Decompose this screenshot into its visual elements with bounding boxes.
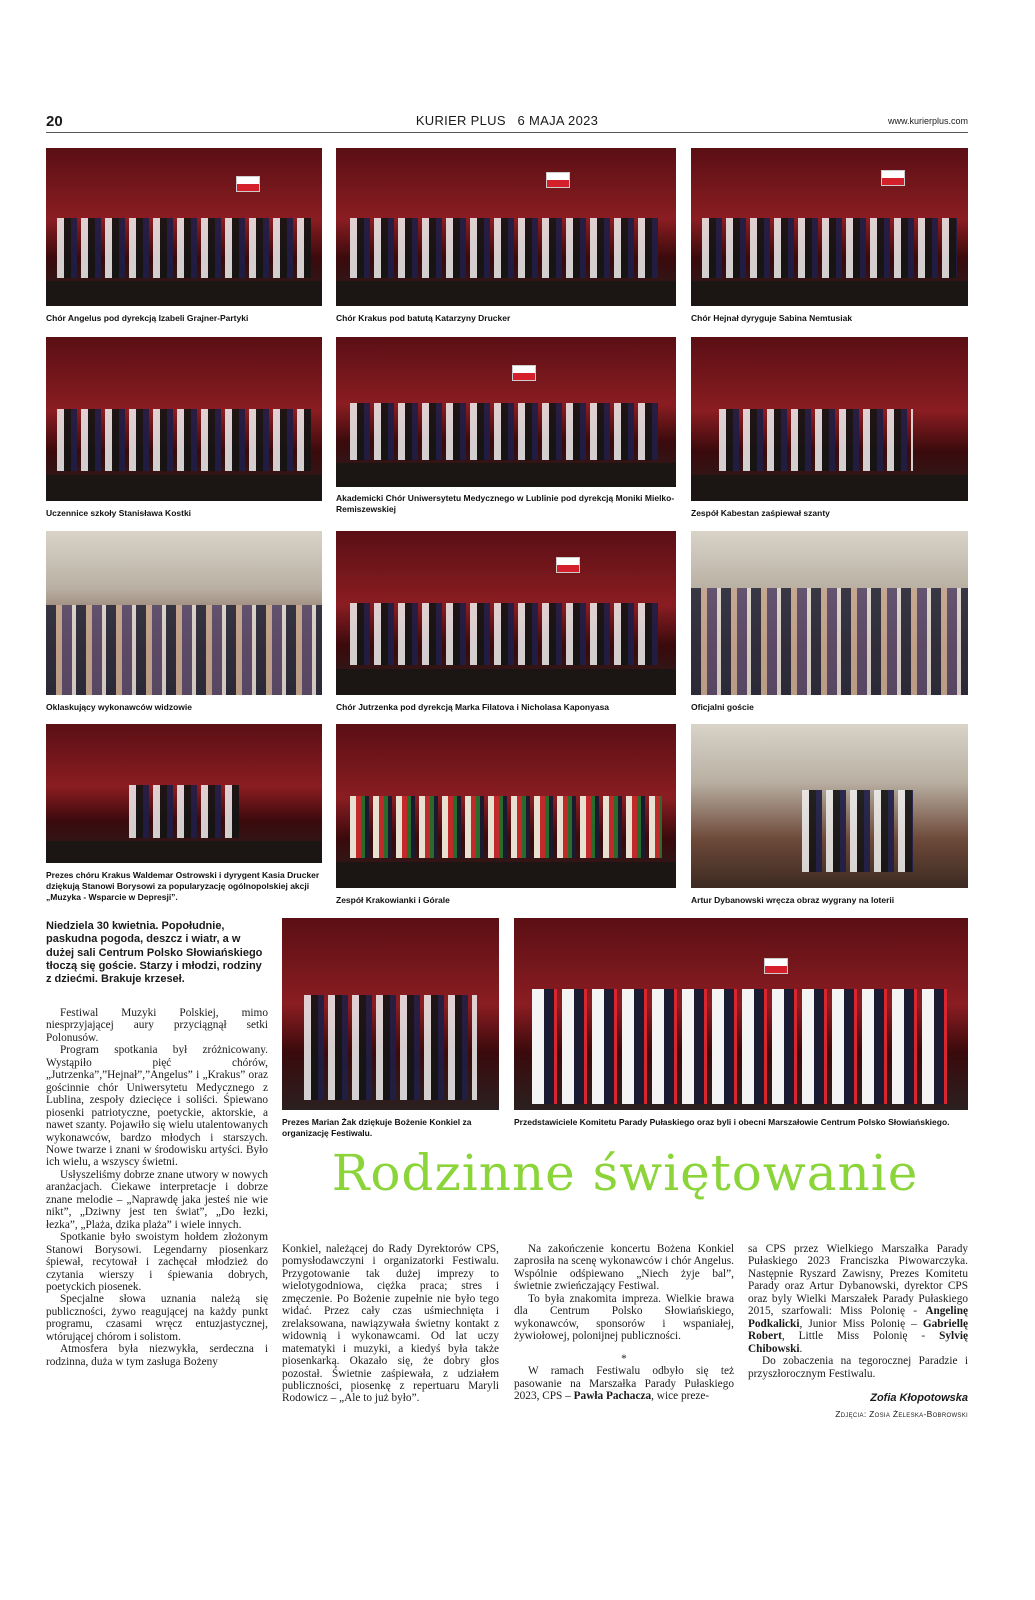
name-bold: Sylvię Chibowski [748,1330,968,1355]
text-run: . [799,1342,803,1355]
article-title: Rodzinne świętowanie [331,1144,919,1202]
text-run: , Junior Miss Polonię – [799,1317,923,1330]
caption-photo-8: Chór Jutrzenka pod dyrekcją Marka Filatova i Nicholasa Kaponyasa [336,702,610,712]
caption-photo-2: Chór Krakus pod batutą Katarzyny Drucker [336,313,511,323]
photo-krakowianki-gorale [336,724,676,888]
paragraph: Atmosfera była niezwykła, serdeczna i rodzinna, duża w tym zasługa Bożeny [46,1343,268,1368]
article-column-4 [748,1243,968,1380]
caption-photo-14: Przedstawiciele Komitetu Parady Pułaskiego oraz byli i obecni Marszałowie Centrum Polsko Słowiańskiego. [514,1117,950,1127]
caption-photo-3: Chór Hejnał dyryguje Sabina Nemtusiak [691,313,853,323]
caption-photo-1: Chór Angelus pod dyrekcją Izabeli Grajner-Partyki [46,313,249,323]
section-divider: * [621,1352,627,1365]
photo-choir-krakus [336,148,676,306]
photo-lublin-choir [336,337,676,487]
name-bold: Gabriellę Robert [748,1317,968,1343]
text-run: W ramach Festiwalu odbyło się też pasowanie na Marszałka Parady Pułaskiego 2023, CPS – [514,1365,734,1402]
article-lead: Niedziela 30 kwietnia. Popołudnie, paskudna pogoda, deszcz i wiatr, a w dużej sali Centrum Polsko Słowiańskiego tłoczą się goście. Starzy i młodzi, rodziny z dziećmi. Brakuje krzeseł. [46,920,263,986]
author-signature: Zofia Kłopotowska [870,1392,968,1404]
page-header [46,113,968,133]
photo-painting-raffle [691,724,968,888]
photo-choir-jutrzenka [336,531,676,695]
site-url: www.kurierplus.com [887,116,968,126]
photo-audience [46,531,322,695]
paragraph: Konkiel, należącej do Rady Dyrektorów CPS, pomysłodawczyni i organizatorki Festiwalu. Przygotowanie tak dużej imprezy to wielotygodniowa, ciężka praca; stres i zmęczenie. Po Bożenie zupełnie nie było tego widać. Przez cały czas uśmiechnięta i zrelaksowana, nawiązywała świetny kontakt z widownią i wykonawcami. Od lat uczy matematyki i muzyki, a kiedyś była także piosenkarką. Okazało się, że dobry głos pozostał. Świetnie zaśpiewała, z udziałem publiczności, piosenkę z repertuaru Maryli Rodowicz – „Ale to już było”. [282,1243,499,1405]
caption-photo-6: Zespół Kabestan zaśpiewał szanty [691,508,830,518]
masthead: KURIER PLUS 6 MAJA 2023 [415,113,599,128]
paragraph: Do zobaczenia na tegorocznej Paradzie i przyszłorocznym Festiwalu. [748,1355,968,1380]
paragraph: Spotkanie było swoistym hołdem złożonym Stanowi Borysowi. Legendarny piosenkarz śpiewał, recytował i zachęcał młodzież do czytania wierszy i śpiewania dobrych, poetyckich piosenek. [46,1231,268,1293]
photo-choir-angelus [46,148,322,306]
caption-photo-12: Artur Dybanowski wręcza obraz wygrany na loterii [691,895,895,905]
photo-credit: Zdjęcia: Zosia Żeleska-Bobrowski [835,1409,968,1419]
caption-photo-10: Prezes chóru Krakus Waldemar Ostrowski i dyrygent Kasia Drucker dziękują Stanowi Borysowi za popularyzację ogólnopolskiej akcji „Muzyka - Wsparcie w Depresji”. [46,870,320,902]
caption-photo-7: Oklaskujący wykonawców widzowie [46,702,192,712]
article-column-1 [46,1007,268,1368]
paragraph: Festiwal Muzyki Polskiej, mimo niesprzyjającej aury przyciągnął setki Polonusów. [46,1007,268,1044]
header-rule [46,132,968,133]
caption-photo-13: Prezes Marian Żak dziękuje Bożenie Konkiel za organizację Festiwalu. [282,1117,472,1138]
page-number: 20 [46,113,63,130]
photo-kostka-students [46,337,322,501]
text-run: , Little Miss Polonię - [781,1330,940,1343]
caption-photo-11: Zespół Krakowianki i Górale [336,895,450,905]
name-bold: Pawła Pachacza [573,1389,652,1402]
caption-photo-4: Uczennice szkoły Stanisława Kostki [46,508,192,518]
article-column-2 [282,1243,499,1405]
photo-pulaski-marshals [514,918,968,1110]
caption-photo-9: Oficjalni goście [691,702,754,712]
paragraph [748,1243,968,1355]
caption-photo-5: Akademicki Chór Uniwersytetu Medycznego w Lublinie pod dyrekcją Moniki Mielko-Remiszewskiej [336,493,675,514]
photo-kabestan [691,337,968,501]
paragraph: Program spotkania był zróżnicowany. Wystąpiło pięć chórów, „Jutrzenka”,”Hejnał”,”Angelus” i „Krakus” oraz gościnnie chór Uniwersytetu Medycznego z Lublina, zespoły dziecięce i soliści. Śpiewano piosenki patriotyczne, poetyckie, aktorskie, a nawet szanty. Pojawiło się wielu utalentowanych wykonawców, bardzo młodych i starszych. Nowe twarze i znani w środowisku artyści. Było ich wielu, a wszyscy świetni. [46,1044,268,1169]
paragraph: To była znakomita impreza. Wielkie brawa dla Centrum Polsko Słowiańskiego, wykonawców, sponsorów i wspaniałej, żywiołowej, polonijnej publiczności. [514,1292,734,1343]
paragraph: Specjalne słowa uznania należą się publiczności, żywo reagującej na każdy punkt programu, czasami wręcz entuzjastycznej, wtórującej chórom i solistom. [46,1293,268,1343]
paragraph: Na zakończenie koncertu Bożena Konkiel zaprosiła na scenę wykonawców i chór Angelus. Wspólnie odśpiewano „Niech żyje bal”, świetnie zwieńczający Festiwal. [514,1243,734,1293]
photo-zak-konkiel [282,918,499,1110]
photo-choir-hejnal [691,148,968,306]
photo-official-guests [691,531,968,695]
text-run: sa CPS przez Wielkiego Marszałka Parady Pułaskiego 2023 Franciszka Piwowarczyka. Następnie Ryszard Zawisny, Prezes Komitetu Parady oraz Artur Dybanowski, dyrektor CPS oraz byly Wielki Marszałek Parady Pułaskiego 2015, szarfowali: Miss Polonię - [748,1243,968,1318]
paragraph [514,1365,734,1402]
paragraph: Usłyszeliśmy dobrze znane utwory w nowych aranżacjach. Ciekawe interpretacje i dobrze znane melodie – „Naprawdę jaka jesteś nie wie nikt”, „Dziwny jest ten świat”, „Do łezki, łezka”, „Plaża, dzika plaża” i wiele innych. [46,1168,268,1231]
article-column-3 [514,1243,734,1402]
text-run: , wice preze- [651,1389,710,1402]
name-bold: Angelinę Podkalicki [748,1305,968,1330]
photo-stan-borys-award [46,724,322,863]
